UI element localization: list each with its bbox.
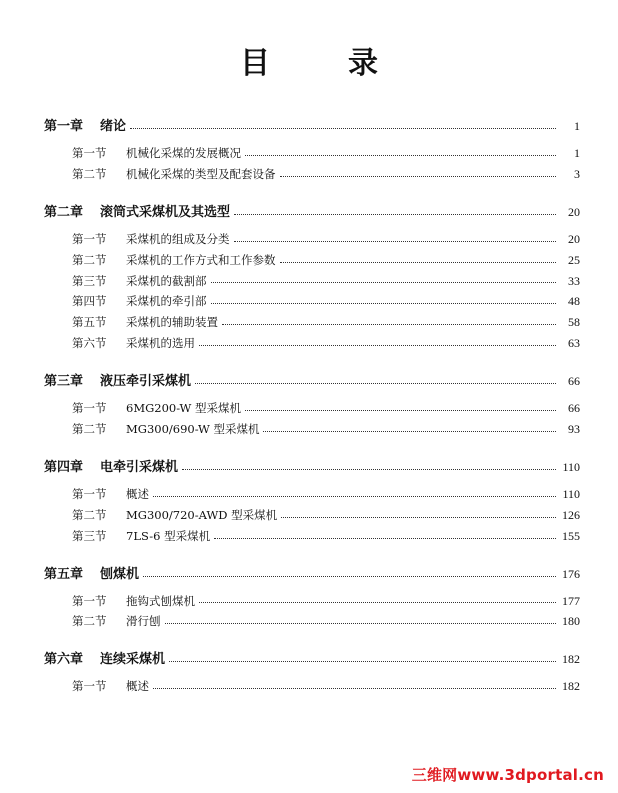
section-page-number: 126 bbox=[562, 507, 580, 522]
section-title: 机械化采煤的发展概况 bbox=[126, 146, 241, 160]
section-page-number: 155 bbox=[562, 528, 580, 543]
section-title: 采煤机的辅助装置 bbox=[126, 315, 218, 330]
chapter-label: 第五章 bbox=[44, 566, 84, 582]
section-title: 采煤机的组成及分类 bbox=[126, 231, 230, 246]
section-label: 第二节 bbox=[72, 422, 107, 437]
section-entry[interactable] bbox=[44, 291, 580, 312]
chapter-label: 第一章 bbox=[44, 119, 84, 134]
dot-leader bbox=[263, 430, 556, 432]
section-title: 拖钩式刨煤机 bbox=[126, 593, 195, 608]
section-label: 第五节 bbox=[72, 315, 107, 330]
section-label: 第四节 bbox=[72, 294, 107, 309]
section-entry[interactable] bbox=[44, 505, 580, 526]
chapter-label: 第六章 bbox=[44, 652, 84, 668]
section-title: 采煤机的选用 bbox=[126, 336, 195, 351]
section-page-number: 66 bbox=[568, 401, 580, 416]
dot-leader bbox=[211, 302, 557, 304]
section-entry[interactable] bbox=[44, 271, 580, 292]
dot-leader bbox=[199, 344, 556, 346]
section-label: 第三节 bbox=[72, 528, 107, 543]
section-page-number: 182 bbox=[562, 679, 580, 694]
section-title: 采煤机的截割部 bbox=[126, 273, 207, 288]
chapter-entry[interactable] bbox=[44, 116, 580, 137]
dot-leader bbox=[211, 281, 557, 283]
section-label: 第一节 bbox=[72, 146, 107, 160]
section-page-number: 1 bbox=[574, 146, 580, 160]
section-label: 第二节 bbox=[72, 507, 107, 522]
chapter-label: 第三章 bbox=[44, 374, 84, 390]
chapter-title: 连续采煤机 bbox=[100, 652, 166, 668]
chapter-page-number: 110 bbox=[562, 459, 580, 474]
dot-leader bbox=[281, 516, 556, 518]
section-label: 第六节 bbox=[72, 336, 107, 351]
section-page-number: 33 bbox=[568, 273, 580, 288]
dot-leader bbox=[165, 622, 557, 624]
section-page-number: 180 bbox=[562, 614, 580, 629]
section-page-number: 3 bbox=[574, 166, 580, 181]
section-label: 第一节 bbox=[72, 231, 107, 246]
chapter-entry[interactable] bbox=[44, 457, 580, 478]
dot-leader bbox=[280, 261, 557, 263]
section-page-number: 177 bbox=[562, 593, 580, 608]
dot-leader bbox=[143, 575, 556, 577]
section-entry[interactable] bbox=[44, 229, 580, 250]
section-entry[interactable] bbox=[44, 484, 580, 505]
section-entry[interactable] bbox=[44, 526, 580, 547]
dot-leader bbox=[245, 154, 556, 156]
section-title: 采煤机的工作方式和工作参数 bbox=[126, 252, 276, 267]
section-title: 机械化采煤的类型及配套设备 bbox=[126, 166, 276, 181]
chapter-label: 第四章 bbox=[44, 459, 84, 475]
section-entry[interactable] bbox=[44, 419, 580, 440]
watermark: 三维网www.3dportal.cn bbox=[411, 766, 604, 784]
dot-leader bbox=[245, 409, 556, 411]
section-title: MG300/720-AWD 型采煤机 bbox=[126, 507, 278, 522]
dot-leader bbox=[280, 175, 557, 177]
section-title: MG300/690-W 型采煤机 bbox=[126, 422, 260, 437]
dot-leader bbox=[199, 601, 556, 603]
chapter-page-number: 182 bbox=[562, 652, 580, 667]
chapter-title: 液压牵引采煤机 bbox=[100, 374, 192, 390]
chapter-title: 滚筒式采煤机及其选型 bbox=[100, 204, 231, 220]
section-label: 第一节 bbox=[72, 593, 107, 608]
section-label: 第二节 bbox=[72, 252, 107, 267]
title-char-2: 录 bbox=[348, 46, 378, 81]
section-page-number: 93 bbox=[568, 422, 580, 437]
section-title: 采煤机的牵引部 bbox=[126, 294, 207, 309]
chapter-page-number: 1 bbox=[574, 119, 580, 133]
section-page-number: 48 bbox=[568, 294, 580, 309]
dot-leader bbox=[234, 240, 557, 242]
dot-leader bbox=[153, 495, 556, 497]
chapter-entry[interactable] bbox=[44, 649, 580, 670]
chapter-title: 绪论 bbox=[100, 119, 127, 134]
section-entry[interactable] bbox=[44, 312, 580, 333]
section-entry[interactable] bbox=[44, 164, 580, 185]
section-label: 第二节 bbox=[72, 614, 107, 629]
section-label: 第一节 bbox=[72, 679, 107, 694]
section-page-number: 63 bbox=[568, 336, 580, 351]
section-title: 滑行刨 bbox=[126, 614, 161, 629]
section-label: 第三节 bbox=[72, 273, 107, 288]
section-title: 7LS-6 型采煤机 bbox=[126, 528, 211, 543]
table-of-contents bbox=[44, 116, 580, 697]
chapter-title: 刨煤机 bbox=[100, 566, 140, 582]
section-entry[interactable] bbox=[44, 333, 580, 354]
dot-leader bbox=[222, 323, 556, 325]
dot-leader bbox=[153, 687, 556, 689]
chapter-label: 第二章 bbox=[44, 204, 84, 220]
section-label: 第一节 bbox=[72, 401, 107, 416]
section-entry[interactable] bbox=[44, 611, 580, 632]
section-entry[interactable] bbox=[44, 143, 580, 164]
chapter-entry[interactable] bbox=[44, 564, 580, 585]
section-title: 6MG200-W 型采煤机 bbox=[126, 401, 241, 416]
section-entry[interactable] bbox=[44, 676, 580, 697]
title-char-1: 目 bbox=[240, 46, 270, 81]
dot-leader bbox=[195, 382, 556, 384]
chapter-page-number: 20 bbox=[568, 204, 580, 219]
chapter-page-number: 66 bbox=[568, 374, 580, 389]
dot-leader bbox=[169, 660, 556, 662]
section-page-number: 25 bbox=[568, 252, 580, 267]
chapter-entry[interactable] bbox=[44, 371, 580, 392]
section-title: 概述 bbox=[126, 679, 149, 694]
section-entry[interactable] bbox=[44, 398, 580, 419]
section-label: 第一节 bbox=[72, 486, 107, 501]
dot-leader bbox=[182, 468, 556, 470]
dot-leader bbox=[130, 127, 556, 129]
chapter-page-number: 176 bbox=[562, 566, 580, 581]
section-entry[interactable] bbox=[44, 591, 580, 612]
chapter-entry[interactable] bbox=[44, 202, 580, 223]
section-label: 第二节 bbox=[72, 166, 107, 181]
section-entry[interactable] bbox=[44, 250, 580, 271]
section-title: 概述 bbox=[126, 486, 149, 501]
page-title bbox=[0, 44, 618, 84]
section-page-number: 58 bbox=[568, 315, 580, 330]
dot-leader bbox=[214, 537, 556, 539]
dot-leader bbox=[234, 213, 556, 215]
section-page-number: 110 bbox=[562, 486, 580, 501]
section-page-number: 20 bbox=[568, 231, 580, 246]
chapter-title: 电牵引采煤机 bbox=[100, 459, 179, 475]
